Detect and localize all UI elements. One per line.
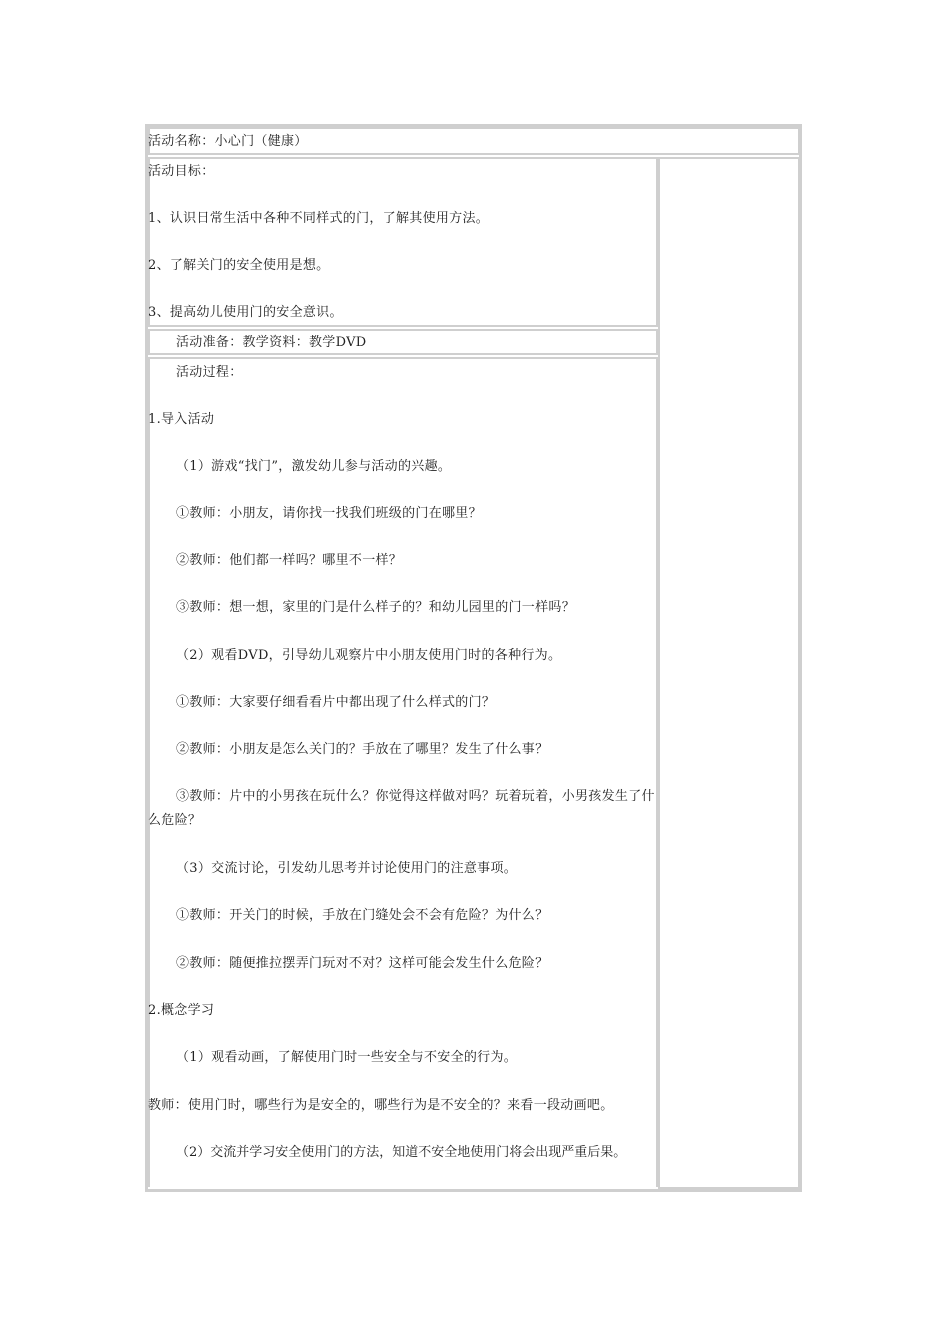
- process-line: （1）观看动画，了解使用门时一些安全与不安全的行为。: [176, 1050, 518, 1065]
- process-heading: 活动过程：: [176, 365, 243, 380]
- goals-cell: [148, 157, 658, 327]
- process-line: ①教师：小朋友，请你找一找我们班级的门在哪里？: [176, 506, 482, 521]
- process-line: （3）交流讨论，引发幼儿思考并讨论使用门的注意事项。: [176, 861, 518, 876]
- process-line: （2）观看DVD，引导幼儿观察片中小朋友使用门时的各种行为。: [176, 648, 562, 663]
- process-line: （1）游戏“找门”，激发幼儿参与活动的兴趣。: [176, 459, 452, 474]
- process-line: ③教师：想一想，家里的门是什么样子的？和幼儿园里的门一样吗？: [176, 600, 576, 615]
- preparation-text: 活动准备：教学资料：教学DVD: [176, 335, 367, 350]
- section-heading: 1.导入活动: [148, 412, 215, 427]
- activity-title: 活动名称：小心门（健康）: [148, 134, 308, 149]
- process-line: ②教师：他们都一样吗？哪里不一样？: [176, 553, 403, 568]
- section-heading: 2.概念学习: [148, 1003, 215, 1018]
- side-column: [658, 157, 800, 1189]
- goal-item: 3、提高幼儿使用门的安全意识。: [148, 305, 343, 320]
- process-line: 教师：使用门时，哪些行为是安全的，哪些行为是不安全的？来看一段动画吧。: [148, 1098, 614, 1113]
- process-line: ①教师：开关门的时候，手放在门缝处会不会有危险？为什么？: [176, 908, 549, 923]
- process-line: （2）交流并学习安全使用门的方法，知道不安全地使用门将会出现严重后果。: [176, 1145, 627, 1160]
- process-line: ③教师：片中的小男孩在玩什么？你觉得这样做对吗？玩着玩着，小男孩发生了什么危险？: [148, 789, 655, 828]
- goal-item: 2、了解关门的安全使用是想。: [148, 258, 330, 273]
- process-line: ②教师：随便推拉摆弄门玩对不对？这样可能会发生什么危险？: [176, 956, 549, 971]
- process-line: ②教师：小朋友是怎么关门的？手放在了哪里？发生了什么事？: [176, 742, 549, 757]
- process-line: ①教师：大家要仔细看看片中都出现了什么样式的门？: [176, 695, 496, 710]
- goal-item: 1、认识日常生活中各种不同样式的门，了解其使用方法。: [148, 211, 490, 226]
- goals-heading: 活动目标：: [148, 164, 215, 179]
